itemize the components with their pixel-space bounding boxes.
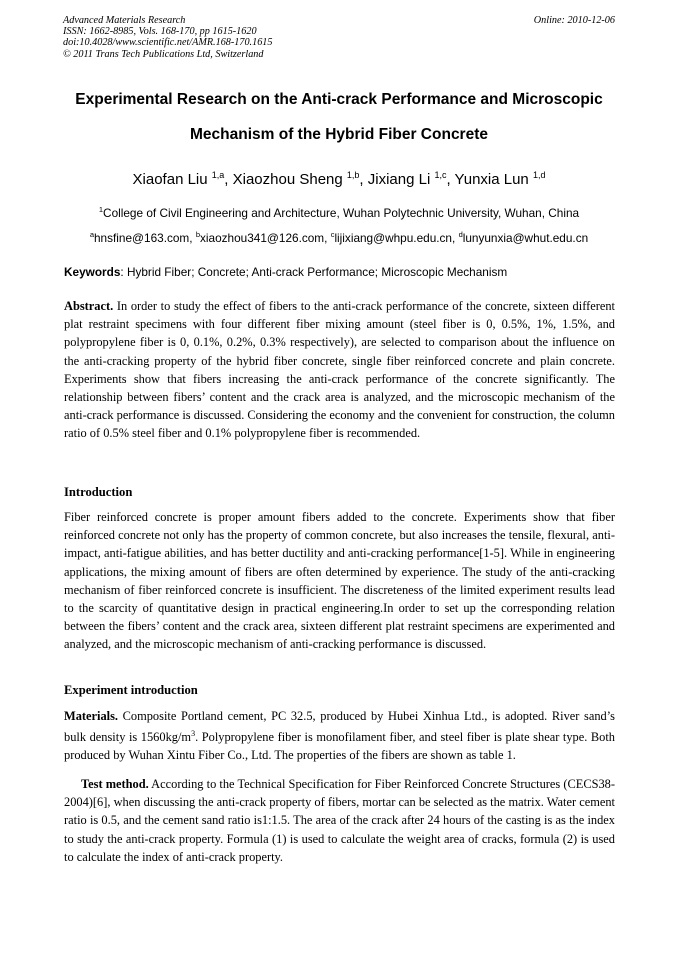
affiliation-text: College of Civil Engineering and Architecture, Wuhan Polytechnic University, Wuhan, China (103, 206, 580, 220)
email-mark: a (89, 230, 94, 239)
author-affiliation-mark: 1,c (434, 170, 447, 180)
journal-name: Advanced Materials Research (63, 15, 186, 26)
author-name: Yunxia Lun (454, 171, 533, 188)
journal-header (63, 15, 615, 60)
test-method-paragraph (64, 775, 615, 866)
affiliation (40, 203, 638, 220)
materials-label: Materials. (64, 709, 119, 723)
author-affiliation-mark: 1,d (532, 170, 546, 180)
email-address: lijixiang@whpu.edu.cn, (334, 231, 459, 245)
author-separator: , (224, 171, 233, 188)
email-address: lunyunxia@whut.edu.cn (462, 231, 589, 245)
paper-title-line-2: Mechanism of the Hybrid Fiber Concrete (190, 126, 488, 143)
email-mark: d (458, 230, 463, 239)
keywords (64, 265, 616, 279)
author-name: Xiaozhou Sheng (232, 171, 347, 188)
test-method-label: Test method. (81, 777, 149, 791)
email-mark: c (330, 230, 335, 239)
email-address: hnsfine@163.com, (94, 231, 196, 245)
author-separator: , (446, 171, 455, 188)
paper-title-line-1: Experimental Research on the Anti-crack Performance and Microscopic (75, 91, 603, 108)
journal-copyright: © 2011 Trans Tech Publications Ltd, Switzerland (63, 48, 264, 60)
keywords-text: : Hybrid Fiber; Concrete; Anti-crack Performance; Microscopic Mechanism (120, 265, 508, 279)
cubic-superscript: 3 (191, 729, 196, 739)
email-list (40, 228, 638, 245)
author-affiliation-mark: 1,a (211, 170, 225, 180)
materials-text-cont: . Polypropylene fiber is monofilament fiber, and steel fiber is plate shear type. Both produced by Wuhan Xintu Fiber Co., Ltd. The properties of the fibers are shown as table 1. (64, 730, 615, 763)
author-list (40, 166, 638, 189)
test-method-text: According to the Technical Specification for Fiber Reinforced Concrete Structures (CECS38-2004)[6], when discussing the anti-crack property of fibers, mortar can be selected as the matrix. Water cement ratio is 0.5, and the cement sand ratio is1:1.5. The area of the crack after 24 hours of the casting is as the index to study the anti-crack property. Formula (1) is used to calculate the weight area of cracks, formula (2) is used to calculate the index of anti-crack property. (64, 777, 615, 864)
online-date: Online: 2010-12-06 (533, 15, 615, 26)
author-affiliation-mark: 1,b (346, 170, 360, 180)
abstract-label: Abstract. (64, 299, 114, 313)
materials-paragraph (64, 707, 615, 765)
email-address: xiaozhou341@126.com, (200, 231, 331, 245)
author-separator: , (359, 171, 368, 188)
abstract (64, 297, 615, 443)
author-name: Xiaofan Liu (132, 171, 212, 188)
journal-doi: doi:10.4028/www.scientific.net/AMR.168-170.1615 (63, 37, 273, 49)
email-mark: b (195, 230, 200, 239)
materials-text: Composite Portland cement, PC 32.5, produced by Hubei Xinhua Ltd., is adopted. River sand’s bulk density is 1560kg/m (64, 709, 615, 745)
author-name: Jixiang Li (367, 171, 435, 188)
journal-issn: ISSN: 1662-8985, Vols. 168-170, pp 1615-1620 (63, 26, 257, 38)
section-heading-experiment: Experiment introduction (64, 683, 198, 697)
abstract-text: In order to study the effect of fibers to the anti-crack performance of the concrete, sixteen different plat restraint specimens with four different fiber mixing amount (steel fiber is 0, 0.5%, 1%, 1.5%, and polypropylene fiber is 0, 0.1%, 0.2%, 0.3% respectively), are selected to comparison about the influence on the anti-cracking property of the hybrid fiber concrete, single fiber reinforced concrete and plain concrete. Experiments show that fibers increasing the anti-crack performance of the concrete significantly. The relationship between fibers’ content and the crack area is analyzed, and the microscopic mechanism of the anti-crack performance is discussed. Considering the economy and the convenient for construction, the column ratio of 0.5% steel fiber and 0.1% polypropylene fiber is recommended. (64, 299, 615, 441)
keywords-label: Keywords (64, 265, 121, 279)
section-heading-introduction: Introduction (64, 485, 133, 499)
affiliation-mark: 1 (98, 205, 104, 214)
introduction-paragraph: Fiber reinforced concrete is proper amount fibers added to the concrete. Experiments show that fiber reinforced concrete not only has the property of common concrete, but also increases the tensile, flexural, anti-impact, anti-fatigue abilities, and has better ductility and anti-cracking performance[1-5]. While in engineering applications, the mixing amount of fibers are often determined by experience. The study of the anti-cracking mechanism of fiber reinforced concrete is insufficient. The discreteness of the limited experiment results lead to the scarcity of quantitative design in practical engineering.In order to set up the corresponding relation between the fibers’ content and the crack area, sixteen different plat restraint specimens are experimented and analyzed, and the microscopic mechanism of anti-cracking performance is discussed. (64, 510, 615, 652)
